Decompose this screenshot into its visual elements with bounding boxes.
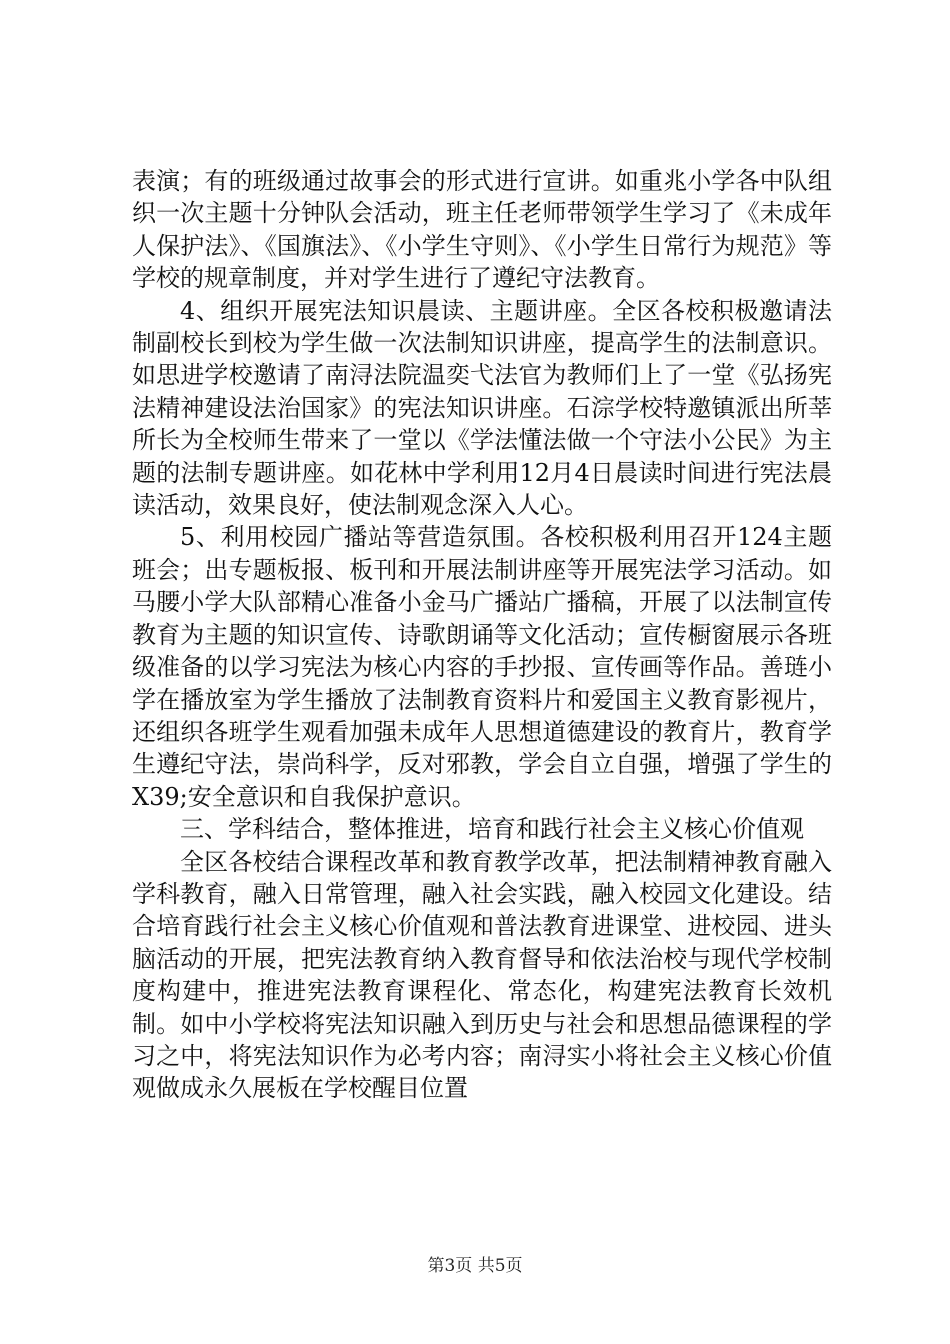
- section-heading-3: 三、学科结合，整体推进，培育和践行社会主义核心价值观: [180, 815, 804, 844]
- paragraph-continuation: 表演；有的班级通过故事会的形式进行宣讲。如重兆小学各中队组织一次主题十分钟队会活动，班主任老师带领学生学习了《未成年人保护法》、《国旗法》、《小学生守则》、《小学生日常行为规范》等学校的规章制度，并对学生进行了遵纪守法教育。: [132, 167, 832, 293]
- page-number-footer: 第3页 共5页: [427, 1256, 523, 1276]
- paragraph-section-3-body: 全区各校结合课程改革和教育教学改革，把法制精神教育融入学科教育，融入日常管理，融入社会实践，融入校园文化建设。结合培育践行社会主义核心价值观和普法教育进课堂、进校园、进头脑活动的开展，把宪法教育纳入教育督导和依法治校与现代学校制度构建中，推进宪法教育课程化、常态化，构建宪法教育长效机制。如中小学校将宪法知识融入到历史与社会和思想品德课程的学习之中，将宪法知识作为必考内容；南浔实小将社会主义核心价值观做成永久展板在学校醒目位置: [132, 847, 832, 1103]
- paragraph-item-5: 5、利用校园广播站等营造氛围。各校积极利用召开124主题班会；出专题板报、板刊和开展法制讲座等开展宪法学习活动。如马腰小学大队部精心准备小金马广播站广播稿，开展了以法制宣传教育为主题的知识宣传、诗歌朗诵等文化活动；宣传橱窗展示各班级准备的以学习宪法为核心内容的手抄报、宣传画等作品。善琏小学在播放室为学生播放了法制教育资料片和爱国主义教育影视片，还组织各班学生观看加强未成年人思想道德建设的教育片，教育学生遵纪守法，崇尚科学，反对邪教，学会自立自强，增强了学生的X39;安全意识和自我保护意识。: [132, 523, 832, 811]
- paragraph-item-4: 4、组织开展宪法知识晨读、主题讲座。全区各校积极邀请法制副校长到校为学生做一次法制知识讲座，提高学生的法制意识。如思进学校邀请了南浔法院温奕弋法官为教师们上了一堂《弘扬宪法精神建设法治国家》的宪法知识讲座。石淙学校特邀镇派出所莘所长为全校师生带来了一堂以《学法懂法做一个守法小公民》为主题的法制专题讲座。如花林中学利用12月4日晨读时间进行宪法晨读活动，效果良好，使法制观念深入人心。: [132, 296, 832, 520]
- document-body: [132, 165, 832, 1105]
